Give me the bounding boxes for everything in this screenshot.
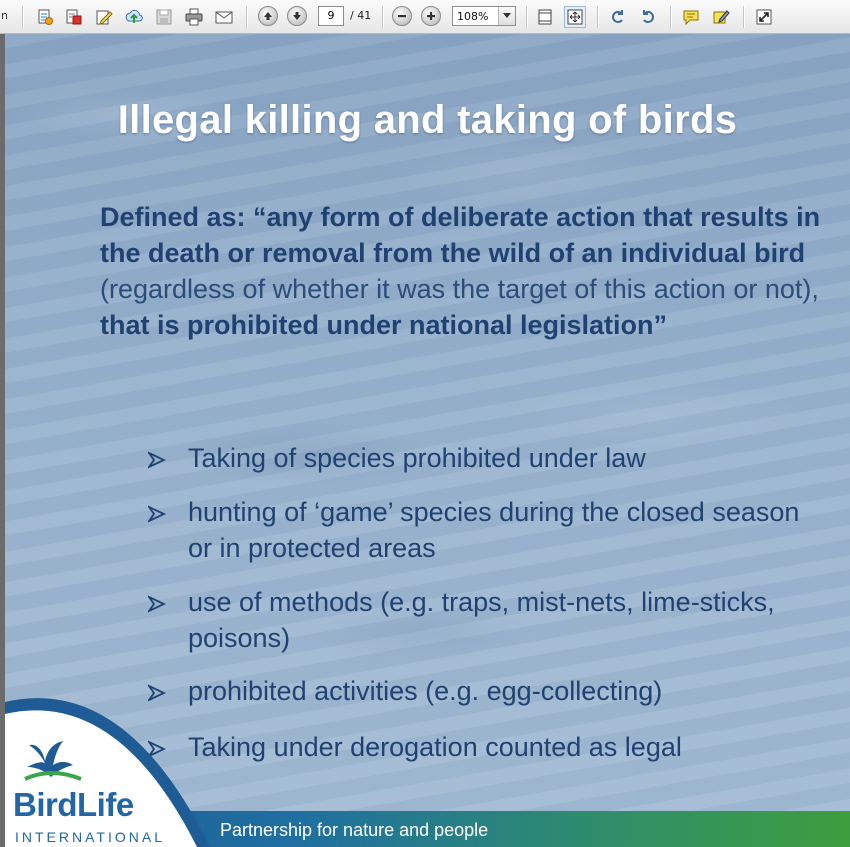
list-item — [148, 729, 682, 765]
arrow-bullet-icon — [148, 595, 166, 613]
definition-paragraph — [100, 199, 830, 343]
bullet-text: prohibited activities (e.g. egg-collecting) — [188, 676, 663, 706]
footer-tagline: Partnership for nature and people — [220, 820, 489, 840]
create-icon[interactable] — [34, 6, 56, 28]
birdlife-bird-icon — [23, 739, 83, 785]
rotate-left-icon[interactable] — [607, 6, 629, 28]
slide-page — [5, 34, 850, 847]
save-icon[interactable] — [153, 6, 175, 28]
toolbar-separator — [597, 6, 599, 28]
page-number-input[interactable] — [318, 6, 344, 26]
page-total-label: / 41 — [350, 9, 372, 22]
chevron-down-icon[interactable] — [498, 7, 515, 25]
prev-page-icon[interactable] — [258, 6, 278, 26]
edit-icon[interactable] — [93, 6, 115, 28]
upload-icon[interactable] — [123, 6, 145, 28]
zoom-value: 108% — [457, 10, 489, 23]
list-item — [148, 494, 828, 566]
list-item — [148, 440, 646, 476]
logo-wordmark: BirdLife — [13, 786, 134, 823]
toolbar-separator — [382, 6, 384, 28]
zoom-select[interactable] — [452, 6, 516, 26]
slide-title: Illegal killing and taking of birds — [117, 98, 738, 142]
logo-subtitle: INTERNATIONAL — [15, 829, 165, 845]
toolbar-separator — [246, 6, 248, 28]
fullscreen-icon[interactable] — [753, 6, 775, 28]
bullet-text: use of methods (e.g. traps, mist-nets, lime-sticks, poisons) — [188, 587, 775, 653]
list-item — [148, 584, 828, 656]
arrow-bullet-icon — [148, 505, 166, 523]
list-item — [148, 673, 662, 709]
toolbar-separator — [526, 6, 528, 28]
toolbar-overflow-label: n — [1, 9, 8, 22]
print-icon[interactable] — [183, 6, 205, 28]
zoom-out-icon[interactable] — [392, 6, 412, 26]
toolbar-separator — [670, 6, 672, 28]
definition-bold-intro: Defined as: “any form of deliberate action that results in the death or removal from the wild of an individual bird — [100, 202, 821, 268]
bullet-text: Taking under derogation counted as legal — [188, 732, 682, 762]
bullet-text: hunting of ‘game’ species during the closed season or in protected areas — [188, 497, 800, 563]
arrow-bullet-icon — [148, 451, 166, 469]
toolbar-separator — [743, 6, 745, 28]
email-icon[interactable] — [213, 6, 235, 28]
toolbar-separator — [22, 6, 24, 28]
definition-bold-end: that is prohibited under national legislation” — [100, 310, 668, 340]
definition-plain-text: (regardless of whether it was the target of this action or not), — [100, 274, 819, 304]
bullet-text: Taking of species prohibited under law — [188, 443, 646, 473]
rotate-right-icon[interactable] — [637, 6, 659, 28]
fit-page-icon[interactable] — [534, 6, 556, 28]
markup-icon[interactable] — [710, 6, 732, 28]
zoom-in-icon[interactable] — [421, 6, 441, 26]
fit-width-icon[interactable] — [564, 6, 586, 28]
pdf-toolbar — [0, 0, 850, 34]
next-page-icon[interactable] — [287, 6, 307, 26]
convert-icon[interactable] — [63, 6, 85, 28]
comment-icon[interactable] — [680, 6, 702, 28]
